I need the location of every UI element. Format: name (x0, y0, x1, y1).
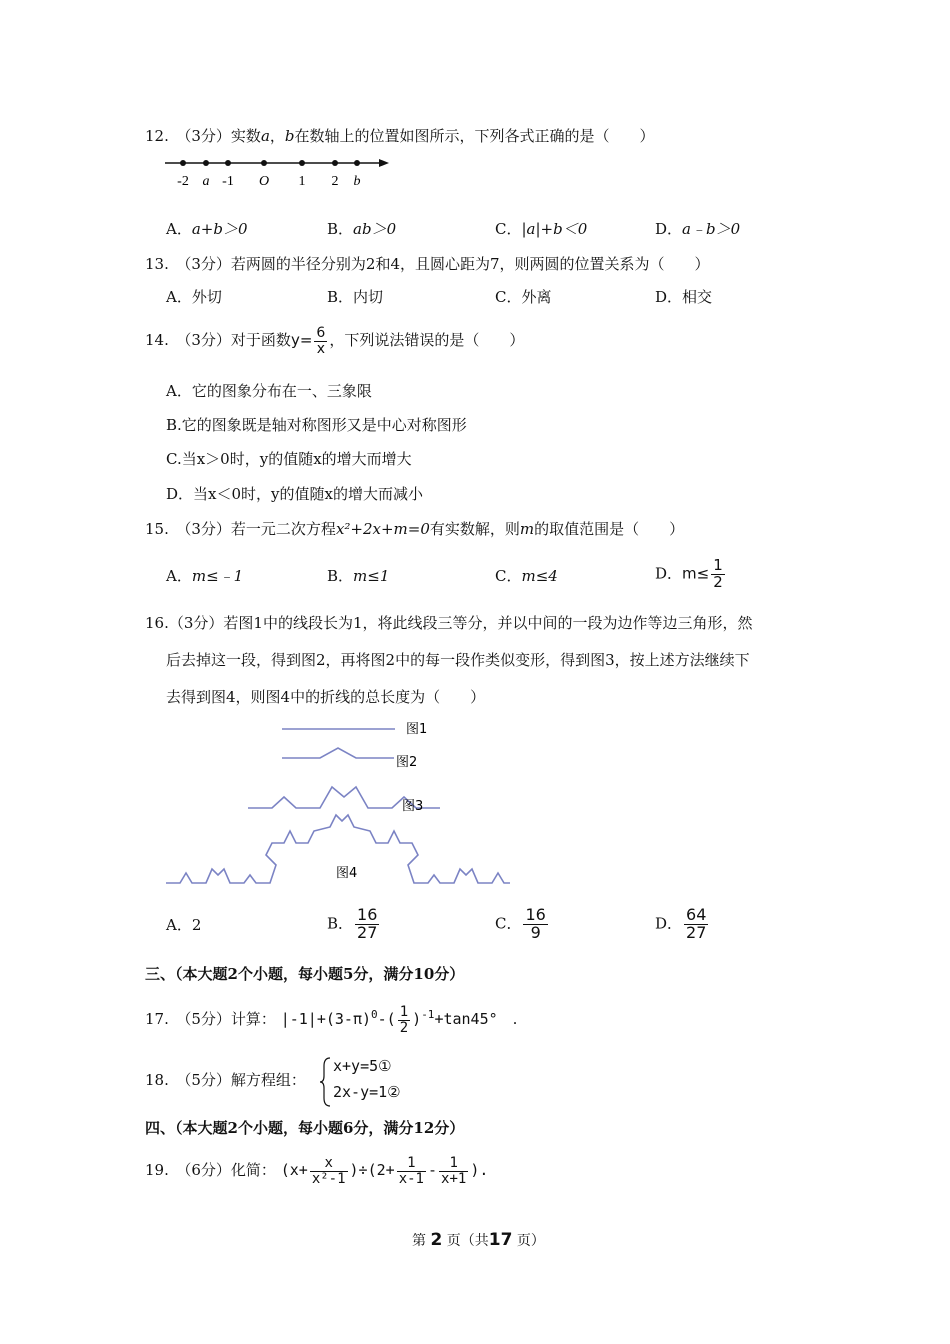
q12-option-c[interactable]: C．|a|+b＜0 (495, 220, 588, 238)
section-heading-4: 四、（本大题2个小题，每小题6分，满分12分） (145, 1119, 465, 1137)
q15-option-c[interactable]: C．m≤4 (495, 567, 558, 585)
q15-option-a[interactable]: A．m≤﹣1 (166, 567, 244, 585)
q16-option-a[interactable]: A．2 (166, 916, 202, 934)
q13-option-a[interactable]: A．外切 (166, 288, 222, 306)
figure-2-curve (282, 748, 394, 758)
q12-option-a[interactable]: A．a+b＞0 (166, 220, 248, 238)
q18-stem: 18. （5分）解方程组： (145, 1071, 306, 1089)
q15-option-d[interactable]: D．m≤ $\frac{1}{2}$ (655, 556, 723, 591)
figure-label: 图1 (406, 722, 428, 737)
axis-label: 2 (331, 174, 339, 189)
figure-label: 图2 (396, 755, 418, 770)
q13-option-d[interactable]: D．相交 (655, 288, 713, 306)
system-brace (320, 1056, 332, 1108)
page-footer: 第 2 页（共17 页） (412, 1230, 545, 1250)
q16-option-d[interactable]: D． $\frac{64}{27}$ (655, 905, 707, 942)
q19-stem: 19. （6分）化简： (x+ $\frac{x}{\text{x²-1}}$ )÷(2+ $\frac{1}{x-1}$ - $\frac{1}{x+1}$ ). (145, 1155, 489, 1187)
axis-label: b (353, 174, 361, 189)
koch-figures (160, 715, 510, 895)
q16-option-b[interactable]: B． $\frac{16}{27}$ (327, 905, 378, 942)
axis-label: 1 (298, 174, 306, 189)
q16-stem-line2: 后去掉这一段，得到图2，再将图2中的每一段作类似变形，得到图3，按上述方法继续下 (166, 651, 750, 669)
q16-stem-line3: 去得到图4，则图4中的折线的总长度为（ ） (166, 688, 486, 706)
q12-stem: 12. （3分）实数a，b在数轴上的位置如图所示，下列各式正确的是（ ） (145, 127, 655, 145)
q14-option-a[interactable]: A．它的图象分布在一、三象限 (166, 382, 372, 400)
number-line-figure (165, 152, 395, 192)
q14-option-b[interactable]: B.它的图象既是轴对称图形又是中心对称图形 (166, 416, 467, 434)
q16-stem-line1: 16.（3分）若图1中的线段长为1，将此线段三等分，并以中间的一段为边作等边三角形，然 (145, 614, 753, 632)
section-heading-3: 三、（本大题2个小题，每小题5分，满分10分） (145, 965, 465, 983)
q15-option-b[interactable]: B．m≤1 (327, 567, 390, 585)
axis-label: O (258, 174, 270, 189)
q15-stem: 15. （3分）若一元二次方程x²+2x+m=0有实数解，则m的取值范围是（ ） (145, 520, 685, 538)
q18-equation-1: x+y=5① (333, 1057, 392, 1075)
q14-option-d[interactable]: D．当x＜0时，y的值随x的增大而减小 (166, 485, 423, 503)
q12-option-d[interactable]: D．a﹣b＞0 (655, 220, 741, 238)
q16-option-c[interactable]: C． $\frac{16}{9}$ (495, 905, 546, 942)
axis-label: -2 (177, 174, 189, 189)
figure-label: 图3 (402, 799, 424, 814)
q13-option-c[interactable]: C．外离 (495, 288, 552, 306)
figure-label: 图4 (336, 866, 358, 881)
axis-label: a (202, 174, 210, 189)
q17-stem: 17. （5分）计算： $|-1|+(3-\pi)^0-$( $\frac{1}{2}$ )$^{-1}$+tan45° . (145, 1004, 518, 1036)
q13-stem: 13. （3分）若两圆的半径分别为2和4，且圆心距为7，则两圆的位置关系为（ ） (145, 255, 710, 273)
q14-option-c[interactable]: C.当x＞0时，y的值随x的增大而增大 (166, 450, 412, 468)
q14-stem: 14. （3分）对于函数y= $\frac{6}{x}$ ，下列说法错误的是（ ） (145, 325, 525, 357)
q12-option-b[interactable]: B．ab＞0 (327, 220, 397, 238)
q13-option-b[interactable]: B．内切 (327, 288, 384, 306)
q18-equation-2: 2x-y=1② (333, 1083, 401, 1101)
axis-label: -1 (222, 174, 234, 189)
